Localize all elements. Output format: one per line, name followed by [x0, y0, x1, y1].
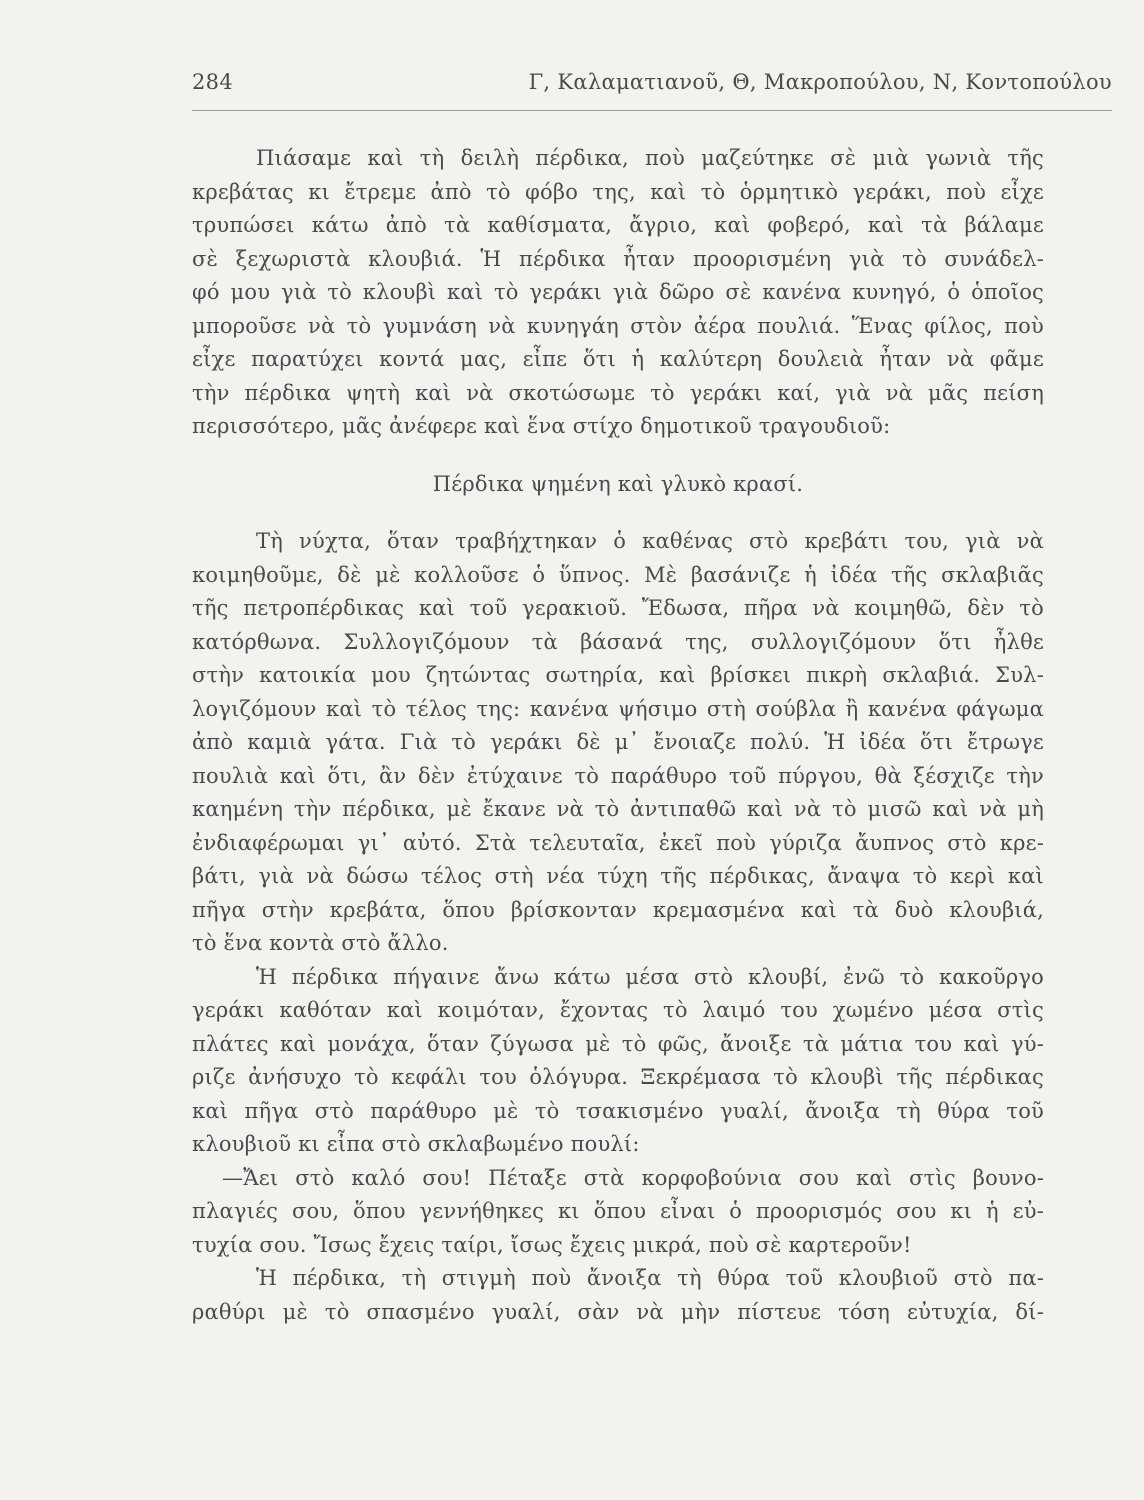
- header-rule: [192, 110, 1112, 111]
- text-line: εἶχε παρατύχει κοντά μας, εἶπε ὅτι ἡ καλύτερη δουλειὰ ἦταν νὰ φᾶμε: [192, 347, 1044, 371]
- text-line: ἐνδιαφέρωμαι γι᾽ αὐτό. Στὰ τελευταῖα, ἐκεῖ ποὺ γύριζα ἄυπνος στὸ κρε-: [192, 830, 1044, 855]
- text-line: κλουβιοῦ κι εἶπα στὸ σκλαβωμένο πουλί:: [192, 1132, 640, 1156]
- text-line: κρεβάτας κι ἔτρεμε ἀπὸ τὸ φόβο της, καὶ τὸ ὁρμητικὸ γεράκι, ποὺ εἶχε: [192, 179, 1044, 204]
- text-line: τρυπώσει κάτω ἀπὸ τὰ καθίσματα, ἄγριο, καὶ φοβερό, καὶ τὰ βάλαμε: [192, 213, 1044, 237]
- text-line: κοιμηθοῦμε, δὲ μὲ κολλοῦσε ὁ ὕπνος. Μὲ βασάνιζε ἡ ἰδέα τῆς σκλαβιᾶς: [192, 562, 1044, 587]
- text-line: ραθύρι μὲ τὸ σπασμένο γυαλί, σὰν νὰ μὴν πίστευε τόση εὐτυχία, δί-: [192, 1299, 1044, 1324]
- text-line: πλάτες καὶ μονάχα, ὅταν ζύγωσα μὲ τὸ φῶς, ἄνοιξε τὰ μάτια του καὶ γύ-: [192, 1031, 1044, 1056]
- text-line: φό μου γιὰ τὸ κλουβὶ καὶ τὸ γεράκι γιὰ δῶρο σὲ κανένα κυνηγό, ὁ ὁποῖος: [192, 280, 1044, 304]
- text-line: πουλιὰ καὶ ὅτι, ἂν δὲν ἐτύχαινε τὸ παράθυρο τοῦ πύργου, θὰ ξέσχιζε τὴν: [192, 763, 1044, 788]
- running-header: [192, 70, 1112, 94]
- text-line: Ἡ πέρδικα, τὴ στιγμὴ ποὺ ἄνοιξα τὴ θύρα τοῦ κλουβιοῦ στὸ πα-: [256, 1266, 1044, 1290]
- text-line: ριζε ἀνήσυχο τὸ κεφάλι του ὁλόγυρα. Ξεκρέμασα τὸ κλουβὶ τῆς πέρδικας: [192, 1065, 1044, 1089]
- text-line: Ἡ πέρδικα πήγαινε ἄνω κάτω μέσα στὸ κλουβί, ἐνῶ τὸ κακοῦργο: [256, 964, 1044, 989]
- verse-line: Πέρδικα ψημένη καὶ γλυκὸ κρασί.: [432, 471, 804, 496]
- text-line: καημένη τὴν πέρδικα, μὲ ἔκανε νὰ τὸ ἀντιπαθῶ καὶ νὰ τὸ μισῶ καὶ νὰ μὴ: [192, 797, 1044, 821]
- text-line: Τὴ νύχτα, ὅταν τραβήχτηκαν ὁ καθένας στὸ κρεβάτι του, γιὰ νὰ: [256, 529, 1044, 553]
- text-line: λογιζόμουν καὶ τὸ τέλος της: κανένα ψήσιμο στὴ σούβλα ἢ κανένα φάγωμα: [192, 696, 1044, 721]
- text-line: τὴν πέρδικα ψητὴ καὶ νὰ σκοτώσωμε τὸ γεράκι καί, γιὰ νὰ μᾶς πείση: [192, 380, 1044, 405]
- text-line: τὸ ἕνα κοντὰ στὸ ἄλλο.: [192, 931, 449, 955]
- text-line: —Ἄει στὸ καλό σου! Πέταξε στὰ κορφοβούνια σου καὶ στὶς βουνο-: [222, 1165, 1044, 1190]
- text-line: κατόρθωνα. Συλλογιζόμουν τὰ βάσανά της, συλλογιζόμουν ὅτι ἦλθε: [192, 629, 1044, 654]
- text-line: τῆς πετροπέρδικας καὶ τοῦ γερακιοῦ. Ἔδωσα, πῆρα νὰ κοιμηθῶ, δὲν τὸ: [192, 596, 1044, 620]
- paragraph: [192, 1162, 1044, 1263]
- paragraph: [192, 1262, 1044, 1329]
- text-line: μποροῦσε νὰ τὸ γυμνάση νὰ κυνηγάη στὸν ἀέρα πουλιά. Ἕνας φίλος, ποὺ: [192, 313, 1044, 338]
- text-line: πῆγα στὴν κρεβάτα, ὅπου βρίσκονταν κρεμασμένα καὶ τὰ δυὸ κλουβιά,: [192, 897, 1044, 922]
- text-line: βάτι, γιὰ νὰ δώσω τέλος στὴ νέα τύχη τῆς πέρδικας, ἄναψα τὸ κερὶ καὶ: [192, 864, 1044, 888]
- page-number: 284: [192, 70, 233, 94]
- text-line: σὲ ξεχωριστὰ κλουβιά. Ἡ πέρδικα ἦταν προορισμένη γιὰ τὸ συνάδελ-: [192, 246, 1044, 271]
- text-line: γεράκι καθόταν καὶ κοιμόταν, ἔχοντας τὸ λαιμό του χωμένο μέσα στὶς: [192, 998, 1044, 1022]
- text-line: τυχία σου. Ἴσως ἔχεις ταίρι, ἴσως ἔχεις μικρά, ποὺ σὲ καρτεροῦν!: [192, 1232, 912, 1257]
- paragraph: [192, 142, 1044, 444]
- text-line: καὶ πῆγα στὸ παράθυρο μὲ τὸ τσακισμένο γυαλί, ἄνοιξα τὴ θύρα τοῦ: [192, 1098, 1044, 1123]
- text-line: περισσότερο, μᾶς ἀνέφερε καὶ ἕνα στίχο δημοτικοῦ τραγουδιοῦ:: [192, 414, 891, 438]
- page-body: [192, 142, 1044, 1329]
- text-line: στὴν κατοικία μου ζητώντας σωτηρία, καὶ βρίσκει πικρὴ σκλαβιά. Συλ-: [192, 663, 1044, 687]
- paragraph: [192, 961, 1044, 1162]
- running-title: Γ, Καλαματιανοῦ, Θ, Μακροπούλου, Ν, Κοντοπούλου: [528, 70, 1112, 94]
- text-line: πλαγιές σου, ὅπου γεννήθηκες κι ὅπου εἶναι ὁ προορισμός σου κι ἡ εὐ-: [192, 1199, 1044, 1223]
- text-line: Πιάσαμε καὶ τὴ δειλὴ πέρδικα, ποὺ μαζεύτηκε σὲ μιὰ γωνιὰ τῆς: [256, 146, 1044, 170]
- text-line: ἀπὸ καμιὰ γάτα. Γιὰ τὸ γεράκι δὲ μ᾽ ἔνοιαζε πολύ. Ἡ ἰδέα ὅτι ἔτρωγε: [192, 730, 1044, 754]
- paragraph: [192, 525, 1044, 961]
